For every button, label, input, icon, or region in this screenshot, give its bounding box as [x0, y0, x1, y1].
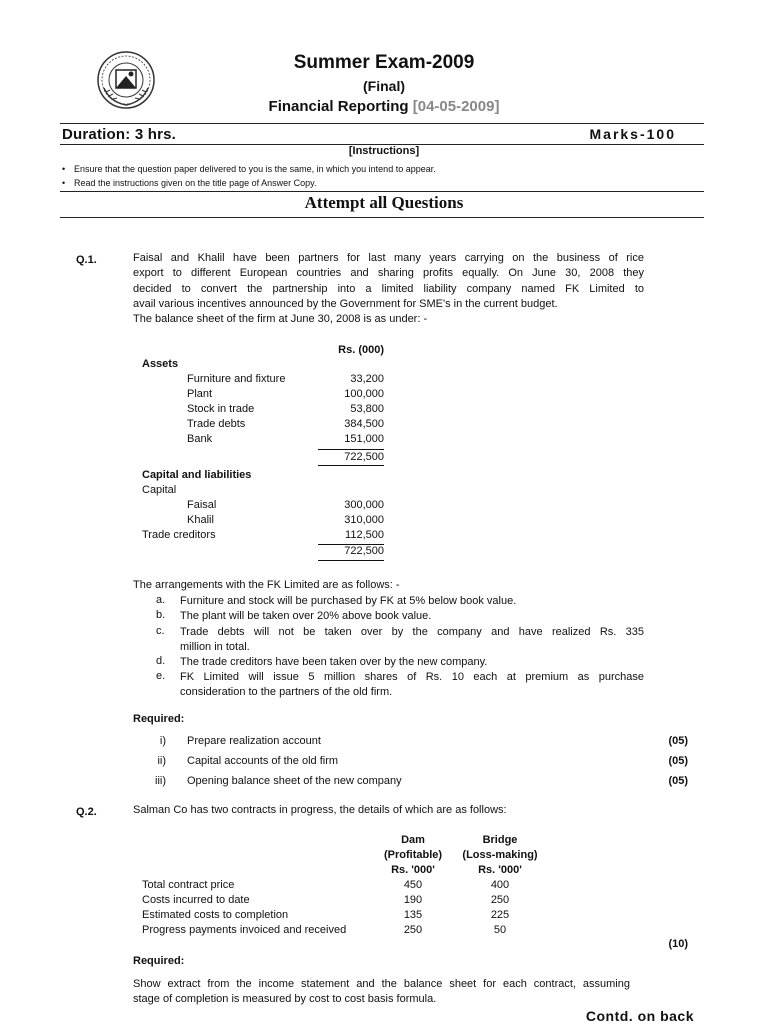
contract-row-dam: 250	[403, 924, 423, 936]
q2-required-line: stage of completion is measured by cost to cost basis formula.	[133, 993, 437, 1006]
asset-value: 151,000	[344, 433, 384, 445]
capital-label: Capital	[142, 484, 177, 496]
col-header-bridge-sub: (Loss-making)	[462, 849, 538, 861]
arrangement-letter: a.	[156, 594, 166, 606]
arrangement-text: The plant will be taken over 20% above book value.	[180, 610, 432, 622]
continued-on-back-note: Contd. on back	[585, 1008, 694, 1024]
q2-intro: Salman Co has two contracts in progress, the details of which are as follows:	[133, 804, 507, 816]
balance-sheet-unit-header: Rs. (000)	[338, 344, 384, 356]
attempt-all-heading: Attempt all Questions	[304, 193, 464, 212]
marks-label: Marks-100	[589, 126, 676, 142]
arrangement-letter: b.	[156, 609, 166, 621]
subject-line	[0, 98, 768, 115]
assets-total: 722,500	[344, 451, 384, 463]
col-header-bridge-unit: Rs. '000'	[478, 864, 522, 876]
q2-required-label: Required:	[133, 955, 185, 967]
total-underline	[318, 465, 384, 466]
question-number: Q.1.	[76, 254, 97, 266]
contract-row-dam: 135	[403, 909, 423, 921]
arrangements-intro: The arrangements with the FK Limited are as follows: -	[133, 579, 400, 591]
arrangement-text: Trade debts will not be taken over by the company and have realized Rs. 335	[180, 626, 644, 638]
arrangement-text-cont: consideration to the partners of the old firm.	[180, 686, 393, 698]
assets-heading: Assets	[142, 358, 179, 370]
q2-marks	[654, 938, 688, 950]
q1-intro-line: avail various incentives announced by the Government for SME's in the current budget.	[133, 297, 558, 310]
instruction-text: Read the instructions given on the title page of Answer Copy.	[74, 178, 317, 188]
required-roman: i)	[159, 735, 166, 747]
marks-value: (05)	[668, 735, 688, 747]
total-underline	[318, 560, 384, 561]
asset-label: Stock in trade	[187, 403, 255, 415]
contract-row-label: Costs incurred to date	[142, 894, 250, 906]
q1-intro	[133, 251, 644, 327]
exam-title: Summer Exam-2009	[293, 52, 475, 73]
contract-row-label: Total contract price	[142, 879, 235, 891]
capital-total: 722,500	[344, 545, 384, 557]
required-text: Opening balance sheet of the new company	[187, 775, 402, 787]
marks-value: (05)	[668, 755, 688, 767]
question-number: Q.2.	[76, 806, 97, 818]
arrangement-letter: c.	[156, 625, 165, 637]
q1-intro-line: decided to convert the partnership into a limited liability company named FK Limited to	[133, 282, 644, 295]
asset-value: 33,200	[350, 373, 384, 385]
partner-label: Faisal	[187, 499, 217, 511]
instructions-heading: [Instructions]	[348, 145, 420, 157]
instruction-item	[62, 164, 436, 174]
creditors-label: Trade creditors	[142, 529, 216, 541]
required-text: Prepare realization account	[187, 735, 321, 747]
q2-required-text	[133, 977, 630, 1008]
arrangement-letter: d.	[156, 655, 166, 667]
arrangement-text: Furniture and stock will be purchased by FK at 5% below book value.	[180, 595, 517, 607]
required-marks	[654, 775, 688, 787]
partner-value: 310,000	[344, 514, 384, 526]
required-roman: ii)	[157, 755, 166, 767]
asset-value: 53,800	[350, 403, 384, 415]
q1-intro-line: export to different European countries and sharing profits equally. On June 30, 2008 they	[133, 267, 644, 280]
asset-label: Trade debts	[187, 418, 246, 430]
contract-row-dam: 450	[403, 879, 423, 891]
asset-value: 100,000	[344, 388, 384, 400]
asset-value: 384,500	[344, 418, 384, 430]
marks-value: (05)	[668, 775, 688, 787]
bullet-icon: •	[62, 164, 66, 174]
q1-intro-line: Faisal and Khalil have been partners for last many years carrying on the business of rice	[133, 252, 644, 264]
header-rule-top	[60, 123, 704, 124]
partner-label: Khalil	[187, 514, 214, 526]
instruction-text: Ensure that the question paper delivered to you is the same, in which you intend to appear.	[74, 164, 436, 174]
duration-label: Duration: 3 hrs.	[62, 126, 177, 143]
col-header-dam-unit: Rs. '000'	[391, 864, 435, 876]
capital-liabilities-heading: Capital and liabilities	[142, 469, 252, 481]
arrangement-text: The trade creditors have been taken over by the new company.	[180, 656, 488, 668]
col-header-bridge: Bridge	[482, 834, 518, 846]
arrangement-text: FK Limited will issue 5 million shares of Rs. 10 each at premium as purchase	[180, 671, 644, 683]
contract-row-label: Estimated costs to completion	[142, 909, 289, 921]
subject-name: Financial Reporting	[268, 98, 409, 115]
col-header-dam: Dam	[401, 834, 425, 846]
instruction-item	[62, 178, 316, 188]
asset-label: Furniture and fixture	[187, 373, 286, 385]
marks-value: (10)	[668, 938, 688, 950]
q2-required-line: Show extract from the income statement and the balance sheet for each contract, assuming	[133, 978, 630, 990]
header-rule-lower	[60, 191, 704, 192]
required-marks	[654, 755, 688, 767]
required-roman: iii)	[155, 775, 166, 787]
exam-date: [04-05-2009]	[412, 98, 500, 115]
exam-level: (Final)	[363, 78, 405, 94]
required-marks	[654, 735, 688, 747]
partner-value: 300,000	[344, 499, 384, 511]
creditors-value: 112,500	[345, 529, 384, 541]
contract-row-dam: 190	[403, 894, 423, 906]
q1-required-label: Required:	[133, 713, 185, 725]
bullet-icon: •	[62, 178, 66, 188]
header-rule-bottom	[60, 217, 704, 218]
contract-row-bridge: 400	[490, 879, 510, 891]
arrangement-text-cont: million in total.	[180, 641, 250, 653]
required-text: Capital accounts of the old firm	[187, 755, 339, 767]
q1-intro-line: The balance sheet of the firm at June 30, 2008 is as under: -	[133, 313, 428, 326]
asset-label: Bank	[187, 433, 213, 445]
col-header-dam-sub: (Profitable)	[383, 849, 443, 861]
asset-label: Plant	[187, 388, 213, 400]
contract-row-bridge: 50	[493, 924, 507, 936]
arrangement-letter: e.	[156, 670, 166, 682]
total-rule	[318, 449, 384, 450]
contract-row-bridge: 225	[490, 909, 510, 921]
contract-row-label: Progress payments invoiced and received	[142, 924, 347, 936]
contract-row-bridge: 250	[490, 894, 510, 906]
